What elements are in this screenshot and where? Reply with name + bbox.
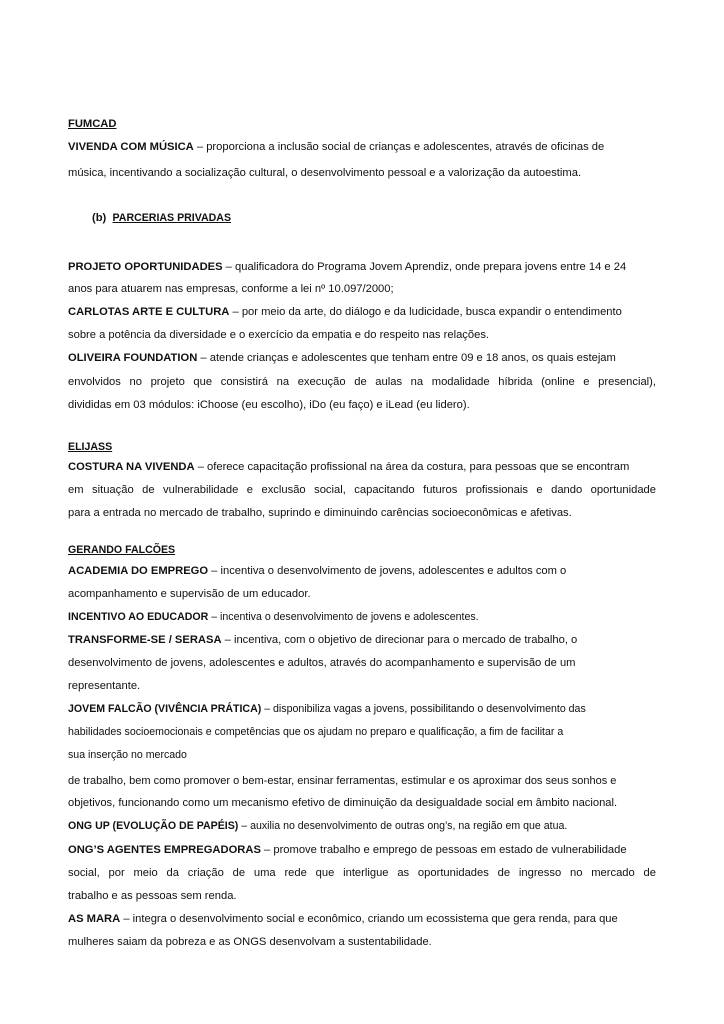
paragraph-as-mara-line (68, 935, 432, 949)
paragraph-jovem-falcao-line (68, 796, 617, 810)
heading-text: ELIJASS (68, 441, 113, 453)
paragraph-ongs-agentes-line (68, 889, 237, 903)
item-text: sua inserção no mercado (68, 749, 187, 761)
paragraph-vivenda-line (68, 166, 581, 180)
paragraph-carlotas-line (68, 328, 489, 342)
paragraph-as-mara-line (68, 912, 618, 926)
item-title: JOVEM FALCÃO (VIVÊNCIA PRÁTICA) (68, 703, 262, 715)
item-text: objetivos, funcionando como um mecanismo efetivo de diminuição da desigualdade social em âmbito nacional. (68, 797, 618, 809)
paragraph-incentivo-line (68, 610, 479, 624)
item-text: anos para atuarem nas empresas, conforme a lei nº 10.097/2000; (68, 283, 394, 295)
item-text: – integra o desenvolvimento social e econômico, criando um ecossistema que gera renda, para que (120, 913, 618, 925)
item-text: música, incentivando a socialização cultural, o desenvolvimento pessoal e a valorização da autoestima. (68, 167, 582, 179)
item-title: TRANSFORME-SE / SERASA (68, 634, 222, 646)
heading-text: GERANDO FALCÕES (68, 544, 176, 556)
paragraph-vivenda-line (68, 140, 604, 154)
item-title: VIVENDA COM MÚSICA (68, 141, 194, 153)
list-label: (b) (92, 212, 107, 224)
item-text: social, por meio da criação de uma rede que interligue as oportunidades de ingresso no mercado de (68, 867, 656, 879)
item-text: – auxilia no desenvolvimento de outras ong’s, na região em que atua. (238, 820, 568, 832)
item-title: ONG UP (EVOLUÇÃO DE PAPÉIS) (68, 820, 239, 832)
paragraph-transforme-line (68, 633, 577, 647)
paragraph-oliveira-line (68, 398, 470, 412)
paragraph-jovem-falcao-line (68, 748, 187, 762)
item-title: ONG’S AGENTES EMPREGADORAS (68, 844, 261, 856)
item-text: – incentiva o desenvolvimento de jovens e adolescentes. (208, 611, 479, 623)
item-text: em situação de vulnerabilidade e exclusão social, capacitando futuros profissionais e dando oportunidade (68, 484, 656, 496)
paragraph-ongs-agentes-line (68, 866, 656, 880)
item-text: – por meio da arte, do diálogo e da ludicidade, busca expandir o entendimento (229, 306, 622, 318)
paragraph-jovem-falcao-line (68, 774, 616, 788)
paragraph-academia-line (68, 587, 311, 601)
paragraph-oliveira-line (68, 375, 656, 389)
paragraph-transforme-line (68, 679, 140, 693)
paragraph-costura-line (68, 506, 572, 520)
item-text: mulheres saiam da pobreza e as ONGS desenvolvam a sustentabilidade. (68, 936, 432, 948)
item-title: COSTURA NA VIVENDA (68, 461, 195, 473)
item-title: CARLOTAS ARTE E CULTURA (68, 306, 230, 318)
item-text: habilidades socioemocionais e competências que os ajudam no preparo e qualificação, a fim de facilitar a (68, 726, 564, 738)
item-text: – disponibiliza vagas a jovens, possibilitando o desenvolvimento das (261, 703, 586, 715)
paragraph-ongs-agentes-line (68, 843, 627, 857)
item-text: trabalho e as pessoas sem renda. (68, 890, 237, 902)
item-text: – oferece capacitação profissional na área da costura, para pessoas que se encontram (194, 461, 630, 473)
paragraph-projeto-line (68, 282, 394, 296)
paragraph-transforme-line (68, 656, 575, 670)
item-text: desenvolvimento de jovens, adolescentes e adultos, através do acompanhamento e supervisão de um (68, 657, 576, 669)
item-title: ACADEMIA DO EMPREGO (68, 565, 209, 577)
item-text: acompanhamento e supervisão de um educador. (68, 588, 311, 600)
item-text: – incentiva o desenvolvimento de jovens, adolescentes e adultos com o (208, 565, 567, 577)
item-text: – promove trabalho e emprego de pessoas em estado de vulnerabilidade (260, 844, 627, 856)
paragraph-oliveira-line (68, 351, 616, 365)
item-text: sobre a potência da diversidade e o exercício da empatia e do respeito nas relações. (68, 329, 490, 341)
section-heading-parcerias (92, 211, 231, 225)
item-text: envolvidos no projeto que consistirá na execução de aulas na modalidade híbrida (online e presencial), (68, 376, 656, 388)
section-heading-elijass (68, 440, 112, 454)
paragraph-costura-line (68, 483, 656, 497)
item-title: PROJETO OPORTUNIDADES (68, 261, 223, 273)
item-text: – incentiva, com o objetivo de direcionar para o mercado de trabalho, o (221, 634, 578, 646)
paragraph-ong-up-line (68, 819, 567, 833)
item-text: – qualificadora do Programa Jovem Aprendiz, onde prepara jovens entre 14 e 24 (222, 261, 627, 273)
item-text: divididas em 03 módulos: iChoose (eu escolho), iDo (eu faço) e iLead (eu lidero). (68, 399, 470, 411)
paragraph-carlotas-line (68, 305, 622, 319)
section-heading-fumcad (68, 117, 116, 131)
paragraph-jovem-falcao-line (68, 702, 586, 716)
item-text: representante. (68, 680, 141, 692)
item-text: – proporciona a inclusão social de crianças e adolescentes, através de oficinas de (193, 141, 605, 153)
item-text: para a entrada no mercado de trabalho, suprindo e diminuindo carências socioeconômicas e afetivas. (68, 507, 572, 519)
item-title: OLIVEIRA FOUNDATION (68, 352, 198, 364)
paragraph-jovem-falcao-line (68, 725, 563, 739)
item-title: INCENTIVO AO EDUCADOR (68, 611, 209, 623)
heading-text: PARCERIAS PRIVADAS (112, 212, 232, 224)
paragraph-projeto-line (68, 260, 626, 274)
heading-text: FUMCAD (68, 118, 117, 130)
item-text: de trabalho, bem como promover o bem-estar, ensinar ferramentas, estimular e os aproximar dos seus sonhos e (68, 775, 617, 787)
paragraph-costura-line (68, 460, 629, 474)
paragraph-academia-line (68, 564, 566, 578)
section-heading-gerando-falcoes (68, 543, 175, 557)
item-text: – atende crianças e adolescentes que tenham entre 09 e 18 anos, os quais estejam (197, 352, 616, 364)
item-title: AS MARA (68, 913, 121, 925)
